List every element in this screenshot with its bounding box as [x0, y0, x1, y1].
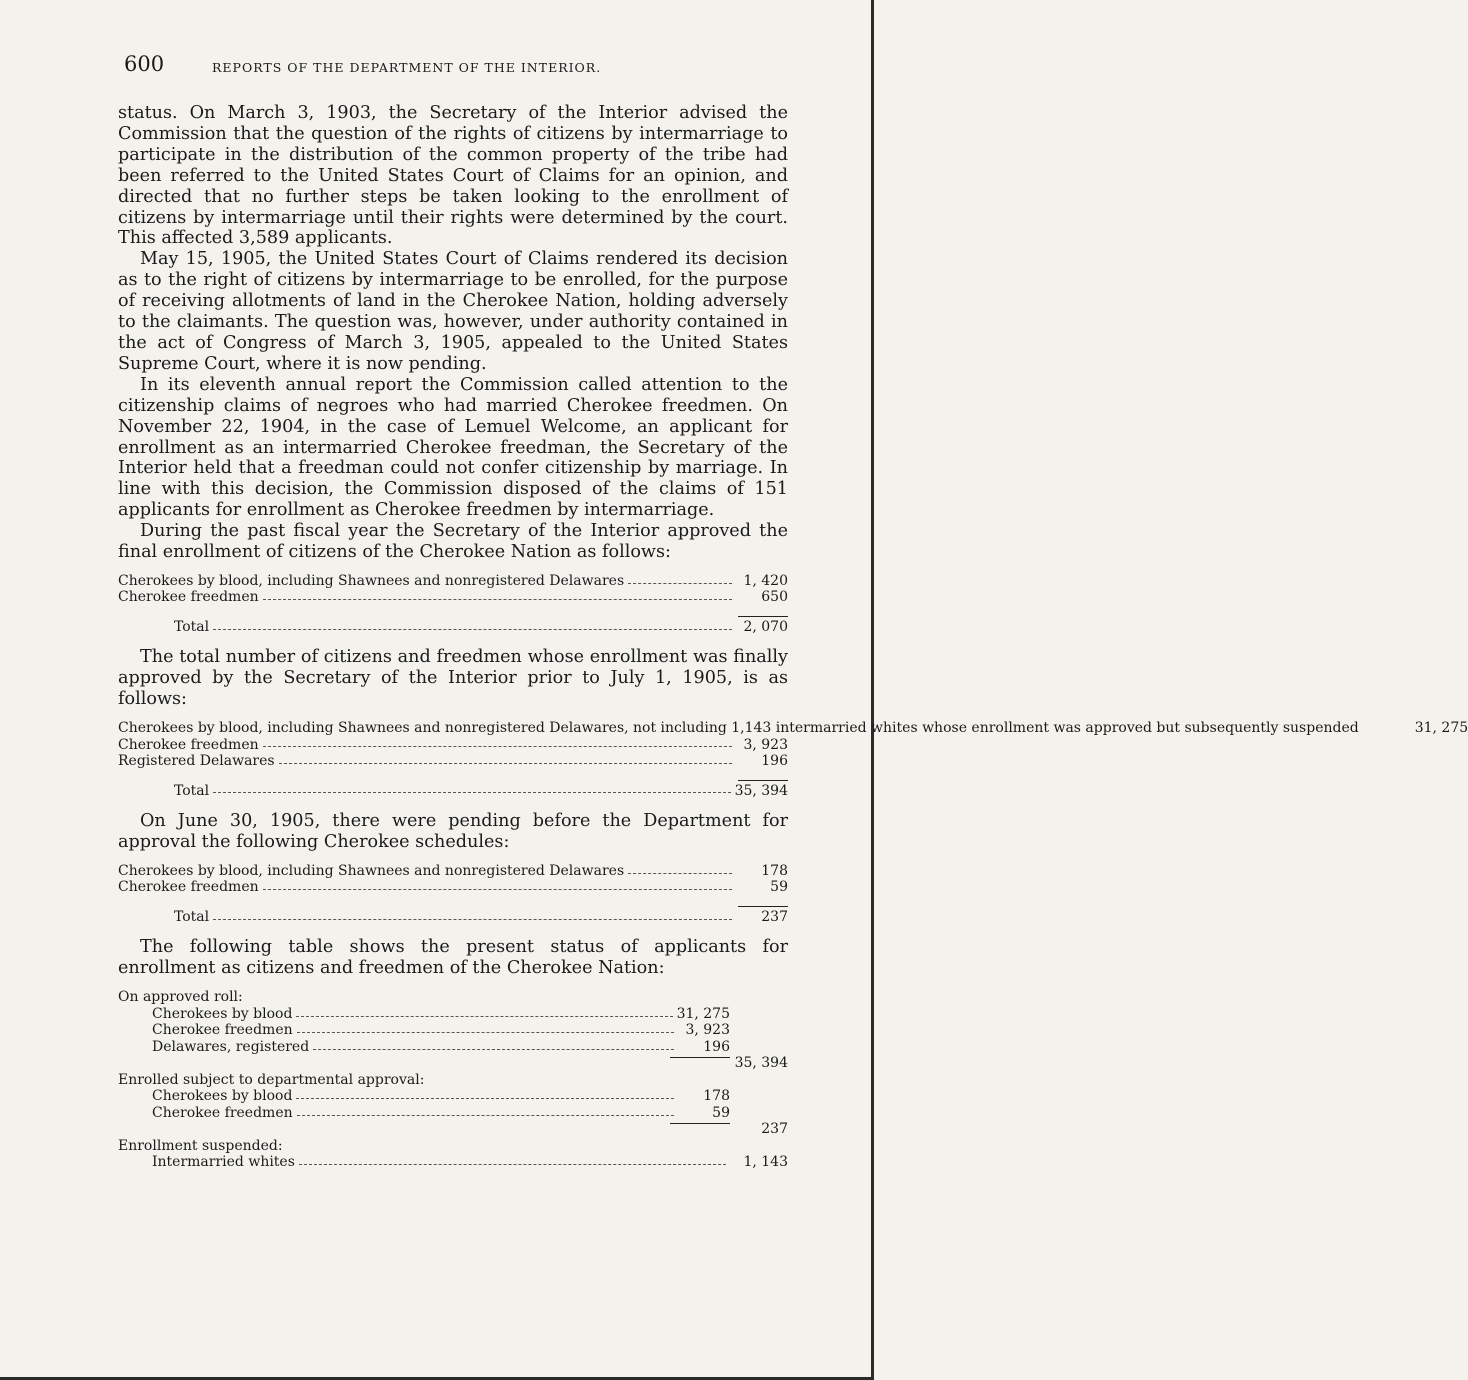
- total-rule: [738, 780, 788, 781]
- table-status: [118, 989, 788, 1171]
- row-value: 650: [761, 589, 788, 606]
- paragraph-7: The following table shows the present status of applicants for enrollment as citizens and freedmen of the Cherokee Nation:: [118, 937, 788, 979]
- total-row: [118, 909, 788, 926]
- leader-dots: [313, 1045, 674, 1050]
- row-label: Cherokee freedmen: [152, 1104, 293, 1121]
- row-label: Cherokee freedmen: [118, 736, 259, 753]
- paragraph-6: On June 30, 1905, there were pending before the Department for approval the following Cherokee schedules:: [118, 811, 788, 853]
- leader-dots: [263, 595, 732, 600]
- paragraph-4: During the past fiscal year the Secretary of the Interior approved the final enrollment of citizens of the Cherokee Nation as follows:: [118, 521, 788, 563]
- table-prior-1905: [118, 720, 1468, 799]
- table-row: [118, 573, 788, 590]
- total-label: Total: [174, 618, 210, 635]
- leader-dots: [628, 869, 732, 874]
- table-row: [118, 753, 788, 770]
- table-row: [118, 1022, 788, 1039]
- table-row: [118, 1154, 788, 1171]
- group-heading: [118, 1138, 788, 1155]
- table-fiscal-year: [118, 573, 788, 636]
- paragraph-2: May 15, 1905, the United States Court of Claims rendered its decision as to the right of citizens by intermarriage to be enrolled, for the purpose of receiving allotments of land in the Cherokee Nation, holding adversely to the claimants. The question was, however, under authority contained in the act of Congress of March 3, 1905, appealed to the United States Supreme Court, where it is now pending.: [118, 249, 788, 374]
- table-row: [118, 863, 788, 880]
- row-label: Cherokee freedmen: [152, 1022, 293, 1039]
- row-label: Cherokees by blood, including Shawnees and nonregistered Delawares: [118, 572, 625, 589]
- leader-dots: [296, 1094, 674, 1099]
- leader-dots: [213, 915, 732, 920]
- row-label: Cherokees by blood, including Shawnees and nonregistered Delawares, not including 1,143 intermarried whites whose enrollment was approved but subsequently suspended: [118, 720, 1359, 737]
- total-row: [118, 783, 788, 800]
- table-row: [118, 737, 788, 754]
- subtotal-value: 35, 394: [734, 1055, 788, 1072]
- leader-dots: [299, 1160, 726, 1165]
- total-label: Total: [174, 782, 210, 799]
- paragraph-1: status. On March 3, 1903, the Secretary of the Interior advised the Commission that the question of the rights of citizens by intermarriage to participate in the distribution of the common property of the tribe had been referred to the United States Court of Claims for an opinion, and directed that no further steps be taken looking to the enrollment of citizens by intermarriage until their rights were determined by the court. This affected 3,589 applicants.: [118, 103, 788, 249]
- group-heading: [118, 1072, 788, 1089]
- group-heading: [118, 989, 788, 1006]
- total-value: 2, 070: [743, 618, 788, 635]
- row-label: Registered Delawares: [118, 753, 275, 770]
- leader-dots: [263, 742, 732, 747]
- group-heading-label: Enrollment suspended:: [118, 1137, 283, 1154]
- leader-dots: [279, 759, 732, 764]
- total-value: 35, 394: [734, 782, 788, 799]
- row-value: 31, 275: [676, 1005, 730, 1022]
- row-label: Cherokees by blood, including Shawnees and nonregistered Delawares: [118, 862, 625, 879]
- row-value: 3, 923: [743, 736, 788, 753]
- group-heading-label: Enrolled subject to departmental approval:: [118, 1071, 425, 1088]
- table-row: [118, 879, 788, 896]
- total-rule: [738, 906, 788, 907]
- leader-dots: [297, 1111, 674, 1116]
- subtotal-rule: [670, 1057, 730, 1058]
- row-label: Cherokees by blood: [152, 1088, 293, 1105]
- row-value: 178: [761, 862, 788, 879]
- table-row: [118, 1088, 788, 1105]
- subtotal-value: 237: [761, 1121, 788, 1138]
- total-row: [118, 619, 788, 636]
- subtotal-row: [118, 1121, 788, 1138]
- row-value: 59: [712, 1104, 730, 1121]
- row-value: 1, 420: [743, 572, 788, 589]
- page-number: 600: [124, 52, 165, 76]
- table-row: [118, 1006, 788, 1023]
- total-value: 237: [761, 908, 788, 925]
- paragraph-3: In its eleventh annual report the Commission called attention to the citizenship claims of negroes who had married Cherokee freedmen. On November 22, 1904, in the case of Lemuel Welcome, an applicant for enrollment as an intermarried Cherokee freedman, the Secretary of the Interior held that a freedman could not confer citizenship by marriage. In line with this decision, the Commission disposed of the claims of 151 applicants for enrollment as Cherokee freedmen by intermarriage.: [118, 374, 788, 521]
- subtotal-rule: [670, 1123, 730, 1124]
- running-title: REPORTS OF THE DEPARTMENT OF THE INTERIOR.: [212, 60, 602, 75]
- row-label: Cherokee freedmen: [118, 879, 259, 896]
- row-value: 1, 143: [743, 1154, 788, 1171]
- leader-dots: [628, 579, 732, 584]
- leader-dots: [213, 625, 732, 630]
- row-value: 3, 923: [685, 1022, 730, 1039]
- row-value: 196: [703, 1038, 730, 1055]
- row-label: Delawares, registered: [152, 1038, 310, 1055]
- table-row: [118, 1105, 788, 1122]
- row-value: 178: [703, 1088, 730, 1105]
- group-heading-label: On approved roll:: [118, 989, 243, 1006]
- total-rule: [738, 616, 788, 617]
- leader-dots: [263, 885, 732, 890]
- table-row: [118, 589, 788, 606]
- total-label: Total: [174, 908, 210, 925]
- leader-dots: [297, 1028, 674, 1033]
- row-label: Intermarried whites: [152, 1154, 295, 1171]
- row-label: Cherokee freedmen: [118, 589, 259, 606]
- paragraph-5: The total number of citizens and freedmen whose enrollment was finally approved by the Secretary of the Interior prior to July 1, 1905, is as follows:: [118, 647, 788, 710]
- table-row: [118, 720, 1468, 737]
- text-column: [118, 103, 1468, 1171]
- table-pending: [118, 863, 788, 926]
- table-row: [118, 1039, 788, 1056]
- row-value: 59: [770, 879, 788, 896]
- subtotal-row: [118, 1055, 788, 1072]
- leader-dots: [296, 1012, 672, 1017]
- row-value: 196: [761, 753, 788, 770]
- page-header: [124, 52, 788, 84]
- leader-dots: [213, 788, 730, 793]
- row-label: Cherokees by blood: [152, 1005, 293, 1022]
- row-value: 31, 275: [1414, 720, 1468, 737]
